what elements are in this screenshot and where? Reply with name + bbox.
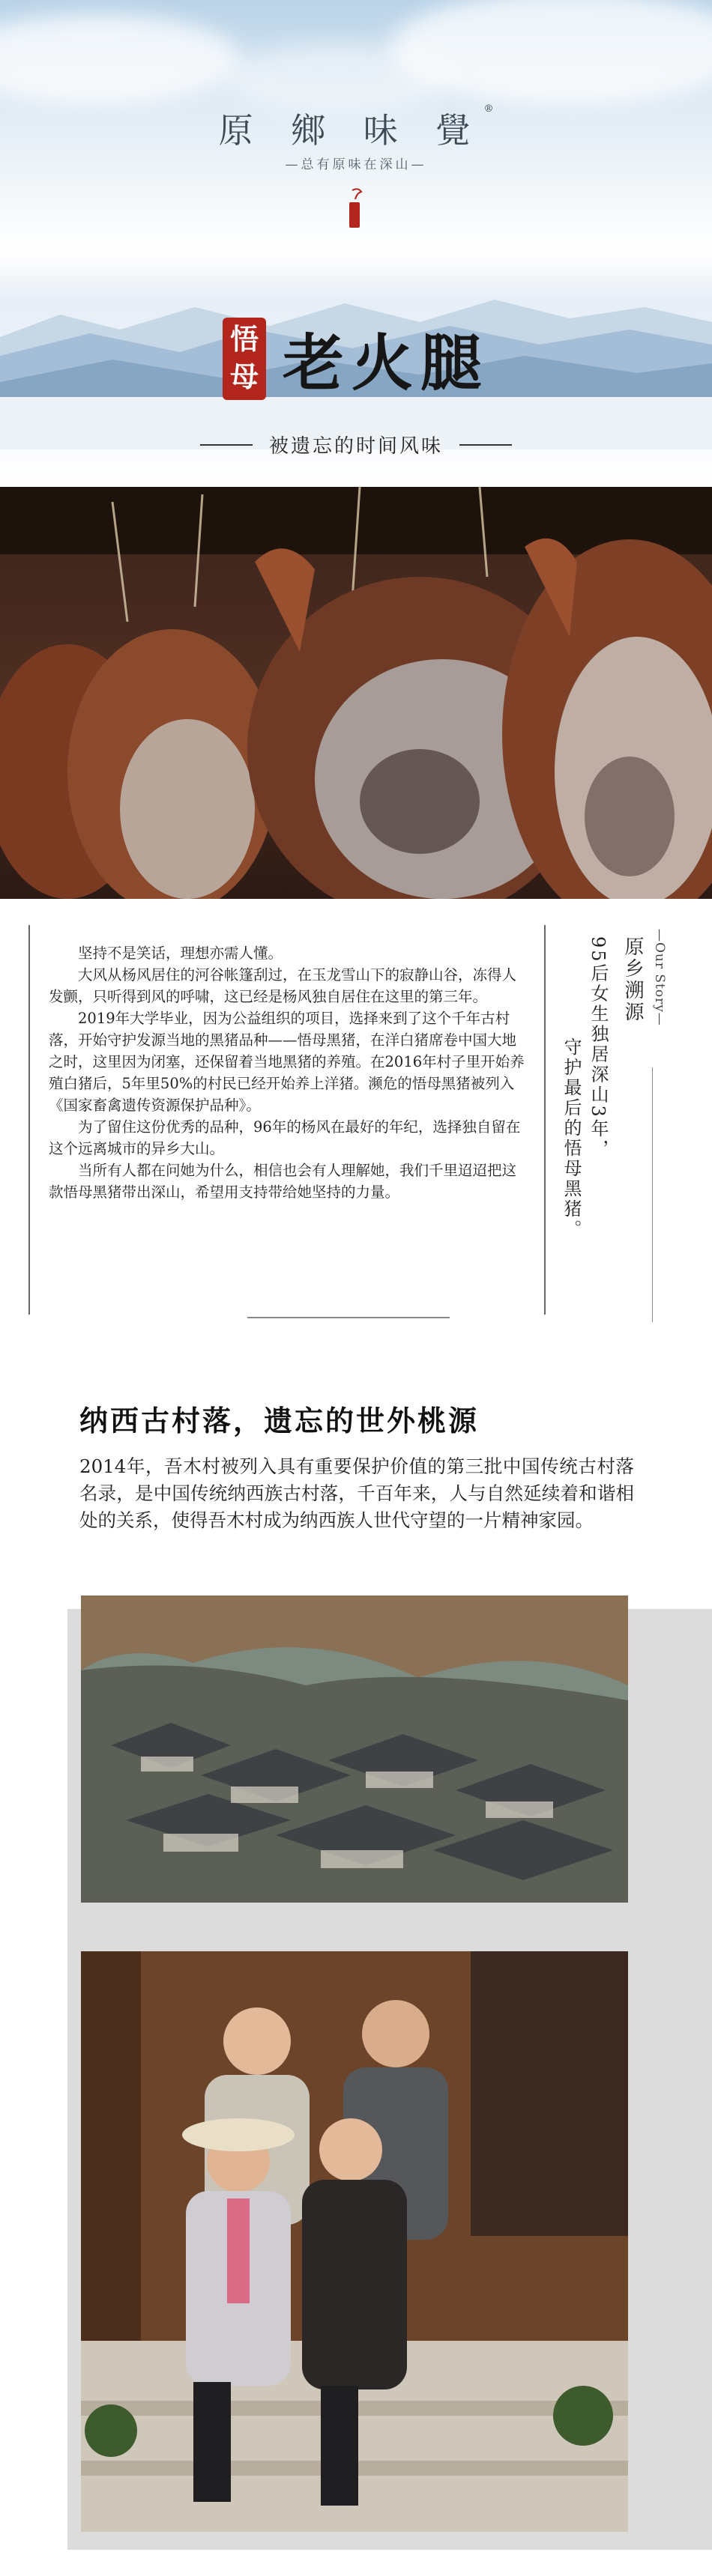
story-paragraph: 大风从杨风居住的河谷帐篷刮过，在玉龙雪山下的寂静山谷，冻得人发颤，只听得到风的呼啸，这已经是杨风独自居住在这里的第三年。 bbox=[49, 966, 517, 1005]
brand-name: 原 鄉 味 覺 bbox=[218, 110, 484, 151]
page-title: 老火腿 bbox=[282, 327, 489, 399]
story-paragraph: 当所有人都在问她为什么，相信也会有人理解她，我们千里迢迢把这款悟母黑猪带出深山，希望用支持带给她坚持的力量。 bbox=[49, 1162, 517, 1201]
subtitle-rule-right bbox=[459, 444, 512, 446]
story-side-title: 原乡溯源 bbox=[621, 936, 644, 1023]
village-photo bbox=[81, 1595, 628, 1903]
title-block bbox=[0, 315, 712, 402]
ham-photo bbox=[0, 487, 712, 899]
header-banner bbox=[0, 0, 712, 487]
story-divider bbox=[247, 1317, 450, 1318]
section-title: 纳西古村落，遗忘的世外桃源 bbox=[79, 1404, 480, 1437]
story-side-line-2: 守护最后的悟母黑猪。 bbox=[561, 1037, 582, 1240]
brand-slogan: —总有原味在深山— bbox=[285, 157, 427, 172]
our-story-label: —Our Story— bbox=[652, 929, 667, 1026]
brand-seal-icon bbox=[345, 187, 364, 234]
section-body: 2014年，吾木村被列入具有重要保护价值的第三批中国传统古村落名录，是中国传统纳西族古村落，千百年来，人与自然延续着和谐相处的关系，使得吾木村成为纳西族人世代守望的一片精神家园。 bbox=[79, 1455, 634, 1531]
subtitle-block bbox=[0, 431, 712, 458]
story-paragraph: 2019年大学毕业，因为公益组织的项目，选择来到了这个千年古村落，开始守护发源当地的黑猪品种——悟母黑猪，在洋白猪席卷中国大地之时，这里因为闭塞，还保留着当地黑猪的养殖。在2016年村子里开始养殖白猪后，5年里50%的村民已经开始养上洋猪。濒危的悟母黑猪被列入《国家畜禽遗传资源保护品种》。 bbox=[49, 1010, 525, 1114]
page-subtitle: 被遗忘的时间风味 bbox=[268, 435, 443, 458]
story-side-line-1: 95后女生独居深山3年， bbox=[588, 936, 609, 1160]
story-paragraph: 为了留住这份优秀的品种，96年的杨风在最好的年纪，选择独自留在这个远离城市的异乡大山。 bbox=[49, 1118, 521, 1157]
side-vertical-rule bbox=[652, 1067, 653, 1322]
subtitle-rule-left bbox=[200, 444, 253, 446]
seal-char-2: 母 bbox=[229, 359, 259, 393]
registered-mark: ® bbox=[483, 103, 494, 115]
brand-logo bbox=[0, 103, 712, 153]
seal-char-1: 悟 bbox=[229, 321, 259, 356]
story-text bbox=[49, 942, 528, 1203]
people-photo bbox=[81, 1951, 628, 2532]
story-paragraph: 坚持不是笑话，理想亦需人懂。 bbox=[78, 945, 283, 962]
red-seal-badge bbox=[223, 318, 266, 400]
